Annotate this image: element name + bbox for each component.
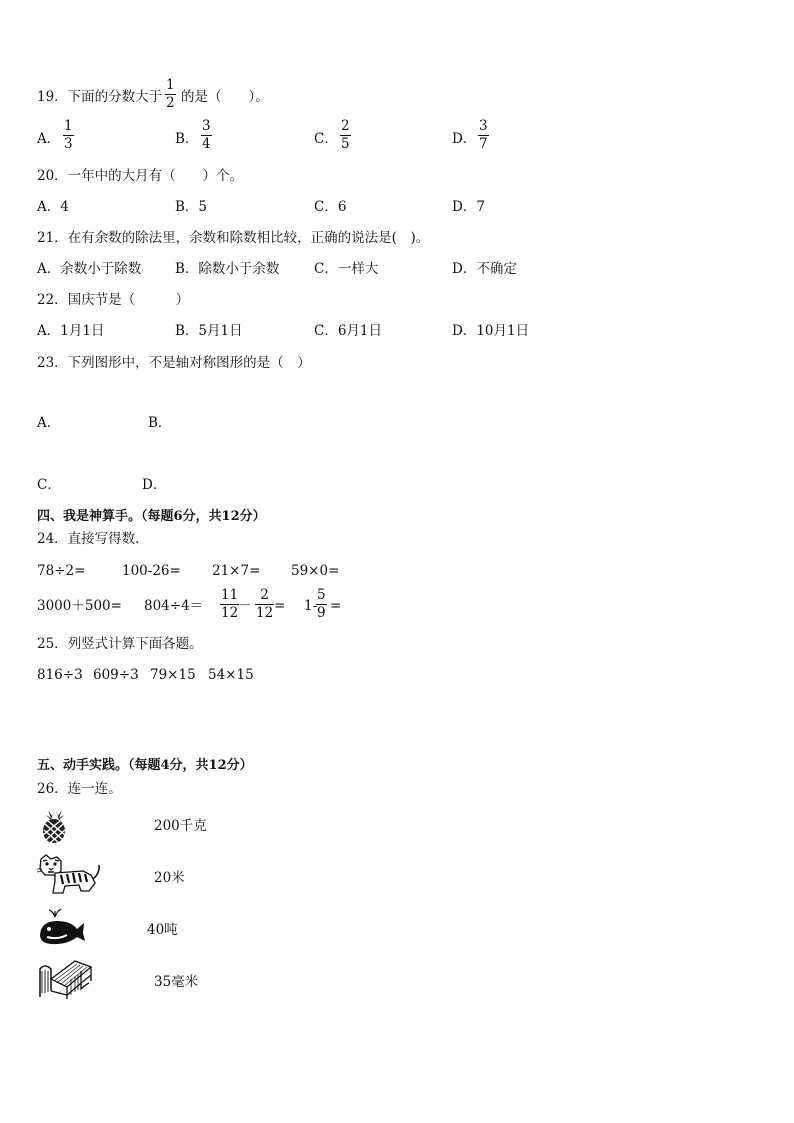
q26-label-200kg[interactable]: 200千克 [154,818,207,834]
q25-item-3: 79×15 [150,667,196,683]
q24-equals-1: = [274,598,286,614]
q24-item-5: 3000＋500= [37,598,122,614]
q23-option-d[interactable]: D． [142,477,167,493]
whale-icon[interactable] [37,907,87,947]
q24-fraction-11-12: 11 12 [221,587,239,621]
q24-item-2: 100-26= [122,563,181,579]
q26-label-35mm[interactable]: 35毫米 [154,974,199,990]
q20-option-a[interactable]: A．4 [37,199,69,215]
q19-option-a-label[interactable]: A． [37,131,61,147]
q24-one-minus: 1- [304,598,318,614]
q21-stem: 21．在有余数的除法里，余数和除数相比较，正确的说法是( )。 [37,230,430,246]
bed-icon[interactable] [37,955,93,1001]
q24-item-1: 78÷2= [37,563,86,579]
q20-option-b[interactable]: B．5 [175,199,208,215]
q19-option-c-label[interactable]: C． [314,131,338,147]
q19-suffix: 的是（ ）。 [181,89,269,105]
q21-option-c[interactable]: C．一样大 [314,261,379,277]
q26-label-40t[interactable]: 40吨 [147,922,178,938]
q23-stem: 23．下列图形中，不是轴对称图形的是（ ） [37,355,311,371]
tiger-icon[interactable] [37,853,103,895]
q19-option-d-label[interactable]: D． [452,131,477,147]
pineapple-icon[interactable] [38,806,72,844]
section-five-title: 五、动手实践。（每题4分，共12分） [37,758,253,773]
section-four-title: 四、我是神算手。（每题6分，共12分） [37,509,266,524]
q25-item-2: 609÷3 [93,667,139,683]
q24-minus-sign: － [238,598,252,614]
q20-stem: 20．一年中的大月有（ ）个。 [37,168,244,184]
q24-item-6: 804÷4＝ [144,598,204,614]
q23-option-c[interactable]: C． [37,477,61,493]
q24-fraction-5-9: 5 9 [317,587,326,621]
q24-equals-2: = [330,598,342,614]
q23-option-a[interactable]: A． [37,415,61,431]
q20-option-d[interactable]: D．7 [452,199,485,215]
q22-stem: 22．国庆节是（ ） [37,292,190,308]
q26-label-20m[interactable]: 20米 [154,870,185,886]
q19-prefix: 19．下面的分数大于 [37,89,163,105]
q19-option-a-fraction: 1 3 [64,118,73,152]
q23-option-b[interactable]: B． [148,415,172,431]
q25-stem: 25．列竖式计算下面各题。 [37,636,203,652]
q21-option-b[interactable]: B．除数小于余数 [175,261,280,277]
q19-option-d-fraction: 3 7 [479,118,488,152]
q21-option-d[interactable]: D．不确定 [452,261,517,277]
q24-stem: 24．直接写得数． [37,531,149,547]
q20-option-c[interactable]: C．6 [314,199,347,215]
q22-option-a[interactable]: A．1月1日 [37,323,105,339]
q24-fraction-2-12: 2 12 [256,587,274,621]
q19-option-b-label[interactable]: B． [175,131,199,147]
q19-stem [37,89,162,105]
q25-item-4: 54×15 [208,667,254,683]
q19-fraction: 1 2 [166,77,175,111]
q22-option-c[interactable]: C．6月1日 [314,323,383,339]
q26-stem: 26．连一连。 [37,781,122,797]
q25-item-1: 816÷3 [37,667,83,683]
q19-option-b-fraction: 3 4 [202,118,211,152]
q22-option-b[interactable]: B．5月1日 [175,323,243,339]
q24-item-3: 21×7= [212,563,261,579]
q21-option-a[interactable]: A．余数小于除数 [37,261,142,277]
q19-option-c-fraction: 2 5 [341,118,350,152]
q22-option-d[interactable]: D．10月1日 [452,323,530,339]
q24-item-4: 59×0= [291,563,340,579]
